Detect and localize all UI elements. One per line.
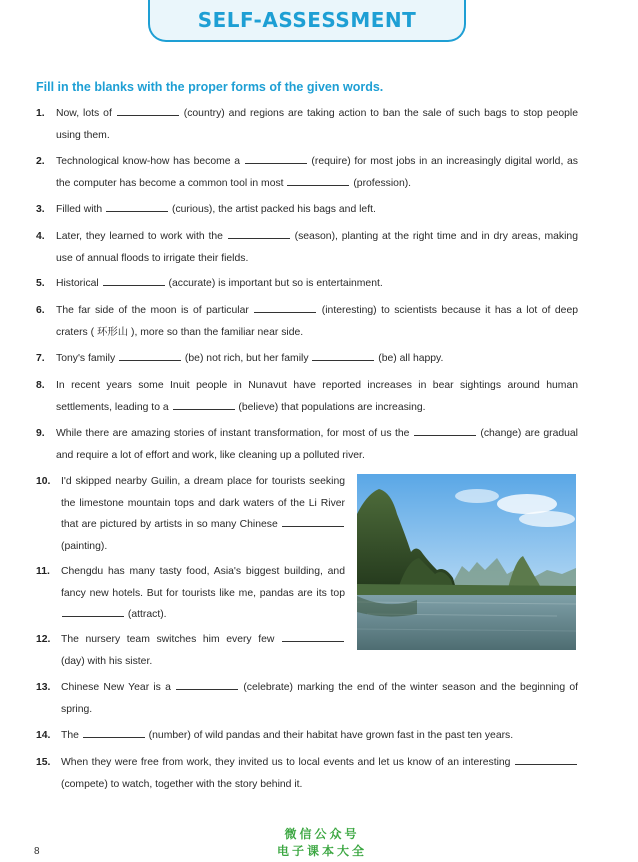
item-text <box>36 199 578 221</box>
watermark-line-2: 电子课本大全 <box>276 844 367 858</box>
item-text-segment: The far side of the moon is of particular <box>56 305 254 316</box>
answer-blank[interactable] <box>282 631 344 642</box>
answer-blank[interactable] <box>515 754 577 765</box>
exercise-item <box>36 300 578 343</box>
exercise-item <box>36 273 578 295</box>
item-text-segment: Tony's family <box>56 353 119 364</box>
item-text-segment: (curious), the artist packed his bags and left. <box>169 204 376 215</box>
item-text <box>36 226 578 269</box>
watermark-line-1: 微信公众号 <box>284 827 360 841</box>
item-number: 7. <box>36 353 45 364</box>
item-text-segment: (interesting) to scientists because it has a lot of deep craters ( 环形山 ), more so than the familiar near side. <box>56 305 579 338</box>
answer-blank[interactable] <box>228 228 290 239</box>
answer-blank[interactable] <box>312 350 374 361</box>
item-text <box>36 725 578 747</box>
exercise-item <box>36 677 578 720</box>
item-text-segment: (season), planting at the right time and in dry areas, making use of annual floods to irrigate their fields. <box>56 231 578 264</box>
item-text-segment: (attract). <box>125 609 167 620</box>
header-tab <box>148 0 466 42</box>
item-text-segment: Now, lots of <box>56 108 116 119</box>
item-number: 5. <box>36 278 45 289</box>
item-text <box>36 629 345 672</box>
item-text-segment: (be) not rich, but her family <box>182 353 312 364</box>
answer-blank[interactable] <box>119 350 181 361</box>
item-number: 8. <box>36 380 45 391</box>
exercise-item <box>36 226 578 269</box>
item-text-segment: (profession). <box>350 177 412 189</box>
answer-blank[interactable] <box>173 399 235 410</box>
item-text-segment: Chengdu has many tasty food, Asia's biggest building, and fancy new hotels. But for tourists like me, pandas are its top <box>61 566 345 599</box>
item-text-segment: (accurate) is important but so is entertainment. <box>165 278 383 289</box>
answer-blank[interactable] <box>282 516 344 527</box>
exercise-item <box>36 375 578 418</box>
item-text-segment: While there are amazing stories of instant transformation, for most of us the <box>56 428 413 439</box>
instruction-text: Fill in the blanks with the proper forms of the given words. <box>36 80 384 94</box>
answer-blank[interactable] <box>245 153 307 164</box>
exercise-item <box>36 348 578 370</box>
exercise-item <box>36 471 345 557</box>
answer-blank[interactable] <box>103 275 165 286</box>
answer-blank[interactable] <box>83 727 145 738</box>
page-title: SELF-ASSESSMENT <box>197 8 417 32</box>
page-number: 8 <box>34 846 40 857</box>
exercise-item <box>36 199 578 221</box>
item-text-segment: The nursery team switches him every few <box>61 634 281 645</box>
item-text <box>36 151 578 194</box>
item-text-segment: The <box>61 730 82 741</box>
item-text <box>36 348 578 370</box>
exercise-item <box>36 725 578 747</box>
item-text-segment: (believe) that populations are increasing. <box>235 401 426 413</box>
item-text-segment: In recent years some Inuit people in Nunavut have reported increases in bear sightings around human settlements, leading to a <box>56 380 578 413</box>
item-text-segment: Filled with <box>56 204 106 215</box>
item-text <box>36 273 578 295</box>
item-text-segment: Historical <box>56 278 102 289</box>
item-text <box>36 300 578 343</box>
item-text <box>36 375 578 418</box>
exercise-item <box>36 103 578 146</box>
item-number: 6. <box>36 305 45 316</box>
li-river-photo <box>357 474 576 650</box>
item-text-segment: (celebrate) marking the end of the winter season and the beginning of spring. <box>61 682 578 715</box>
exercise-item <box>36 151 578 194</box>
answer-blank[interactable] <box>414 425 476 436</box>
item-text-segment: Later, they learned to work with the <box>56 231 227 242</box>
item-text-segment: (day) with his sister. <box>61 655 153 667</box>
item-number: 14. <box>36 730 51 741</box>
item-text-segment: (require) for most jobs in an increasingly digital world, as the computer has become a common tool in most <box>56 156 578 189</box>
item-number: 1. <box>36 108 45 119</box>
watermark <box>262 826 382 860</box>
item-number: 2. <box>36 156 45 167</box>
item-number: 12. <box>36 634 51 645</box>
item-text-segment: (change) are gradual and require a lot of effort and work, like cleaning up a polluted river. <box>56 428 578 461</box>
item-text <box>36 103 578 146</box>
item-number: 11. <box>36 566 50 577</box>
item-text-segment: (be) all happy. <box>375 353 444 364</box>
answer-blank[interactable] <box>106 201 168 212</box>
item-number: 9. <box>36 428 45 439</box>
answer-blank[interactable] <box>62 606 124 617</box>
exercise-item <box>36 423 578 466</box>
exercise-item <box>36 561 345 626</box>
item-text <box>36 561 345 626</box>
answer-blank[interactable] <box>254 302 316 313</box>
answer-blank[interactable] <box>287 175 349 186</box>
exercise-item <box>36 629 345 672</box>
item-text <box>36 423 578 466</box>
item-text <box>36 752 578 795</box>
item-text-segment: (painting). <box>61 540 108 552</box>
item-text-segment: (country) and regions are taking action to ban the sale of such bags to stop people using them. <box>56 108 578 141</box>
item-text-segment: I'd skipped nearby Guilin, a dream place for tourists seeking the limestone mountain tops and dark waters of the Li River that are pictured by artists in so many Chinese <box>61 476 345 530</box>
item-number: 15. <box>36 757 51 768</box>
item-number: 4. <box>36 231 45 242</box>
exercise-item <box>36 752 578 795</box>
item-number: 3. <box>36 204 45 215</box>
answer-blank[interactable] <box>117 105 179 116</box>
item-text-segment: Technological know-how has become a <box>56 156 244 167</box>
item-text-segment: When they were free from work, they invited us to local events and let us know of an interesting <box>61 757 514 768</box>
item-text <box>36 677 578 720</box>
item-number: 13. <box>36 682 51 693</box>
item-text-segment: (number) of wild pandas and their habitat have grown fast in the past ten years. <box>145 730 514 741</box>
item-text-segment: Chinese New Year is a <box>61 682 176 693</box>
item-text <box>36 471 345 557</box>
item-text-segment: (compete) to watch, together with the story behind it. <box>61 778 303 790</box>
answer-blank[interactable] <box>176 679 238 690</box>
item-number: 10. <box>36 476 51 487</box>
